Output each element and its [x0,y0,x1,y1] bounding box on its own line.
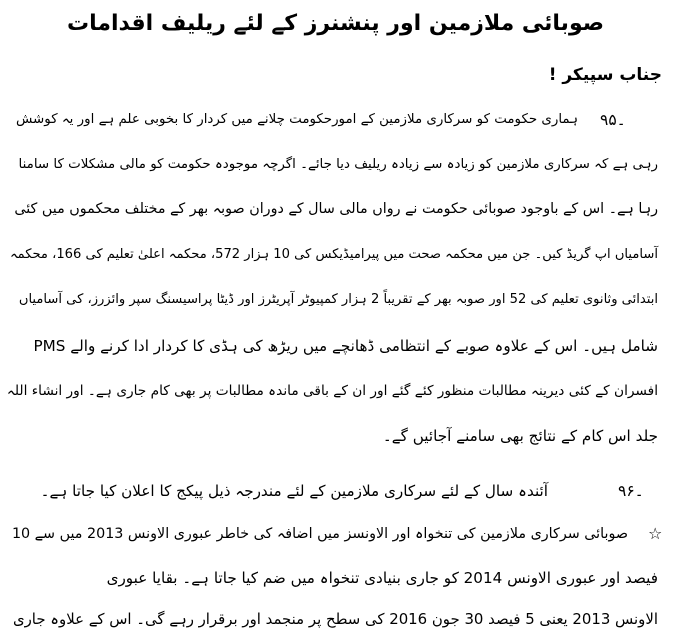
paragraph-line: جلد اس کام کے نتائج بھی سامنے آجائیں گے۔ [382,427,658,445]
paragraph-line: ابتدائی وثانوی تعلیم کی 52 اور صوبہ بھر کے تقریباً 2 ہزار کمپیوٹر آپریٹرز اور ڈیٹا پراسیسنگ سپر وائزرز، کی آسامیاں [18,292,658,307]
paragraph-line: آئندہ سال کے لئے سرکاری ملازمین کے لئے مندرجہ ذیل پیکج کا اعلان کیا جاتا ہے۔ [40,482,548,500]
bullet-line: صوبائی سرکاری ملازمین کی تنخواہ اور الاونسز میں اضافہ کی خاطر عبوری الاونس 2013 میں سے 10 [11,526,628,542]
paragraph-line: آسامیاں اپ گریڈ کیں۔ جن میں محکمہ صحت میں پیرامیڈیکس کی 10 ہزار 572، محکمہ اعلیٰ تعلیم کی 166، محکمہ [9,247,658,262]
paragraph-line: شامل ہیں۔ اس کے علاوہ صوبے کے انتظامی ڈھانچے میں ریڑھ کی ہڈی کا کردار ادا کرنے والے PMS [33,337,658,355]
salutation: جناب سپیکر ! [548,65,662,85]
bullet-line: الاونس 2013 یعنی 5 فیصد 30 جون 2016 کی سطح پر منجمد اور برقرار رہے گی۔ اس کے علاوہ جاری [12,610,658,628]
paragraph-number: ۹۵۔ [600,111,626,129]
star-bullet-icon: ☆ [648,524,663,543]
paragraph-line: رہا ہے۔ اس کے باوجود صوبائی حکومت نے رواں مالی سال کے دوران صوبہ بھر کے مختلف محکموں میں کئی [14,201,658,217]
paragraph-line: رہی ہے کہ سرکاری ملازمین کو زیادہ سے زیادہ ریلیف دیا جائے۔ اگرچہ موجودہ حکومت کو مالی مشکلات کا سامنا [18,157,658,172]
paragraph-line: افسران کے کئی دیرینہ مطالبات منظور کئے گئے اور ان کے باقی ماندہ مطالبات پر بھی کام جاری ہے۔ اور انشاء اللہ [6,383,658,399]
bullet-line: فیصد اور عبوری الاونس 2014 کو جاری بنیادی تنخواہ میں ضم کیا جاتا ہے۔ بقایا عبوری [106,569,658,587]
paragraph-number: ۹۶۔ [618,482,644,500]
paragraph-line: ہماری حکومت کو سرکاری ملازمین کے امورحکومت چلانے میں کردار کا بخوبی علم ہے اور یہ کوشش [15,112,578,127]
page-title: صوبائی ملازمین اور پنشنرز کے لئے ریلیف اقدامات [66,11,604,36]
